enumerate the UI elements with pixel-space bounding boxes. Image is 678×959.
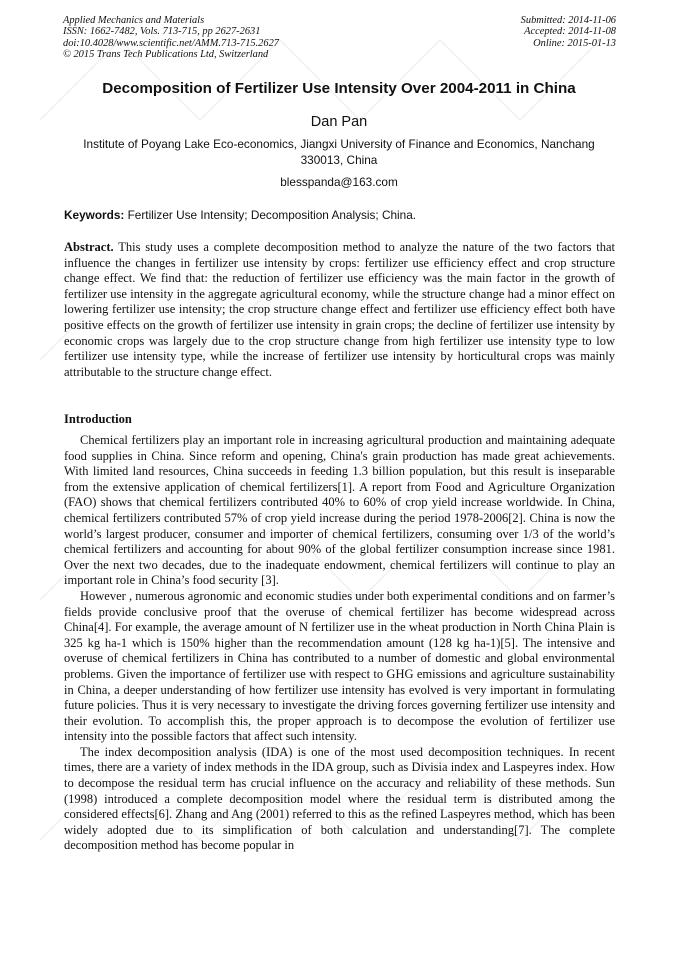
keywords (64, 208, 624, 222)
accepted-date: Accepted: 2014-11-08 (524, 26, 616, 38)
issn-line: ISSN: 1662-7482, Vols. 713-715, pp 2627-2631 (63, 26, 261, 38)
journal-name: Applied Mechanics and Materials (63, 15, 205, 26)
copyright-line: © 2015 Trans Tech Publications Ltd, Switzerland (63, 49, 269, 61)
keywords-text: Fertilizer Use Intensity; Decomposition Analysis; China. (124, 208, 417, 222)
keywords-label: Keywords: (64, 208, 125, 222)
intro-paragraph-1: Chemical fertilizers play an important role in increasing agricultural production and maintaining adequate food supplies in China. Since reform and opening, China's grain production has made great achievements. With limited land resources, China succeeds in feeding 1.3 billion population, but this result is inseparable from the extensive application of chemical fertilizers[1]. A report from Food and Agriculture Organization (FAO) shows that chemical fertilizers contributed 40% to 60% of crop yield increase worldwide. In China, chemical fertilizers contributed 57% of crop yield increase during the period 1978-2006[2]. China is now the world’s largest producer, consumer and importer of chemical fertilizers, consuming over 1/3 of the world’s chemical fertilizers and accounting for about 90% of the global fertilizer consumption increase since 1981. Over the next two decades, due to the inadequate endowment, chemical fertilizers will continue to play an important role in China’s food security [3]. (64, 433, 615, 588)
abstract-label: Abstract. (64, 240, 114, 254)
author-affiliation: Institute of Poyang Lake Eco-economics, Jiangxi University of Finance and Economics, Nanchang 330013, China (83, 137, 595, 167)
intro-paragraph-3: The index decomposition analysis (IDA) is one of the most used decomposition techniques. In recent times, there are a variety of index methods in the IDA group, such as Divisia index and Laspeyres index. How to decompose the residual term has crucial influence on the accuracy and reliability of these methods. Sun (1998) introduced a complete decomposition model where the residual term is distributed among the considered effects[6]. Zhang and Ang (2001) referred to this as the refined Laspeyres method, which has been widely adopted due to its simplification of both calculation and understanding[7]. The complete decomposition method has become popular in (64, 744, 615, 853)
author-name: Dan Pan (310, 114, 368, 130)
online-date: Online: 2015-01-13 (533, 37, 616, 49)
paper-title: Decomposition of Fertilizer Use Intensity Over 2004-2011 in China (102, 80, 576, 97)
section-heading-introduction: Introduction (64, 412, 132, 426)
submission-dates (521, 15, 616, 49)
submitted-date: Submitted: 2014-11-06 (520, 15, 616, 26)
intro-paragraph-2: However , numerous agronomic and economic studies under both experimental conditions and on farmer’s fields provide conclusive proof that the overuse of chemical fertilizer has become widespread across China[4]. For example, the average amount of N fertilizer use in the wheat production in North China Plain is 325 kg ha-1 which is 150% higher than the recommendation amount (128 kg ha-1)[5]. The intensive and overuse of chemical fertilizers in China has contributed to a number of domestic and global environmental problems. Given the importance of fertilizer use with respect to GHG emissions and agriculture sustainability in China, a deeper understanding of how fertilizer use intensity has evolved is very important in formulating future policies. Thus it is very necessary to investigate the driving forces governing fertilizer use intensity and their evolution. To accomplish this, the proper approach is to decompose the evolution of fertilizer use intensity into the possible factors that affect such intensity. (64, 588, 615, 744)
abstract-text: This study uses a complete decomposition method to analyze the nature of the two factors that influence the changes in fertilizer use intensity by crops: fertilizer use efficiency effect and crop structure change effect. We find that: the reduction of fertilizer use efficiency was the main factor in the growth of fertilizer use intensity in the aggregate agricultural economy, while the structure change had a minor effect on lowering fertilizer use intensity; the crop structure change effect and fertilizer use efficiency effect both have positive effects on the growth of fertilizer use intensity in grain crops; the decline of fertilizer use intensity by economic crops was largely due to the crop structure change from high fertilizer use intensity type to low fertilizer use intensity type, while the increase of fertilizer use intensity by horticultural crops was mainly attributable to the structure change effect. (64, 240, 615, 379)
introduction-body (64, 433, 615, 854)
journal-info (63, 15, 279, 61)
doi-line: doi:10.4028/www.scientific.net/AMM.713-715.2627 (63, 37, 279, 49)
author-email: blesspanda@163.com (280, 175, 398, 189)
abstract (64, 240, 615, 380)
